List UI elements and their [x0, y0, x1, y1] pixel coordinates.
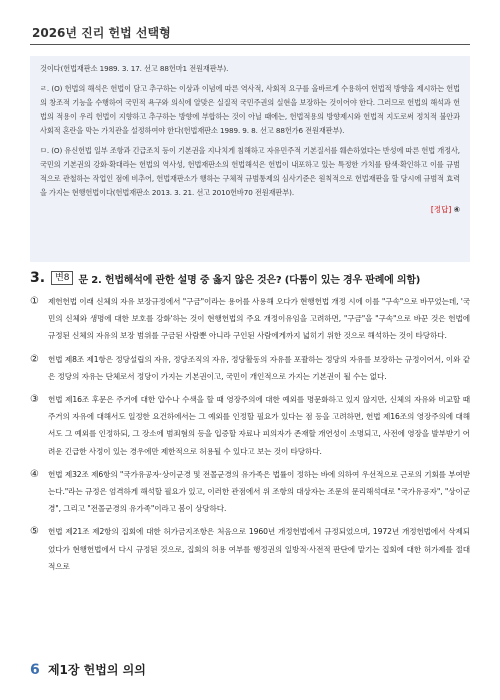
commentary-box [30, 56, 470, 262]
option-item [30, 293, 470, 345]
question-heading [30, 270, 470, 286]
option-text: 헌법 제32조 제6항의 "국가유공자·상이군경 및 전몰군경의 유가족은 법률이 정하는 바에 의하여 우선적으로 근로의 기회를 부여받는다."라는 규정은 엄격하게 해석할 필요가 있고, 이러한 관점에서 위 조항의 대상자는 조문의 문리해석대로 "국가유공자", "상이군경", 그리고 "전몰군경의 유가족"이라고 봄이 상당하다. [48, 469, 470, 514]
page-footer [30, 661, 146, 678]
option-number: ① [30, 296, 39, 307]
option-item [30, 523, 470, 575]
answer-value: ④ [453, 205, 460, 214]
option-item [30, 351, 470, 385]
option-text: 헌법 제21조 제2항의 집회에 대한 허가금지조항은 처음으로 1960년 개정헌법에서 규정되었으며, 1972년 개정헌법에서 삭제되었다가 현행헌법에서 다시 규정된 것으로, 집회의 허용 여부를 행정권의 일방적·사전적 판단에 맡기는 집회에 대한 허가제를 절대적으로 [48, 527, 470, 571]
answer-label: [정답] [430, 205, 452, 214]
answer-row [40, 204, 460, 215]
question-source-badge: 변8 [51, 271, 73, 285]
commentary-paragraph: ㅁ. (O) 유신헌법 일부 조항과 긴급조치 등이 기본권을 지나치게 침해하고 자유민주적 기본질서를 훼손하였다는 반성에 따른 헌법 개정사, 국민의 기본권의 강화·확대라는 헌법의 역사성, 헌법재판소의 헌법해석은 헌법이 내포하고 있는 특정한 가치를 탐색·확인하고 이를 규범적으로 관철하는 작업인 점에 비추어, 헌법재판소가 행하는 구체적 규범통제의 심사기준은 원칙적으로 헌법재판을 할 당시에 규범적 효력을 가지는 현행헌법이다(헌법재판소 2013. 3. 21. 선고 2010헌바70 전원재판부). [40, 146, 460, 197]
page-number: 6 [30, 662, 40, 678]
commentary-paragraph: ㄹ. (O) 헌법의 해석은 헌법이 담고 추구하는 이상과 이념에 따른 역사적, 사회적 요구를 올바르게 수용하여 헌법적 방향을 제시하는 헌법의 창조적 기능을 수행하여 국민적 욕구와 의식에 알맞은 실질적 국민주권의 실현을 보장하는 것이어야 한다. 그러므로 헌법의 해석과 헌법의 적용이 우리 헌법이 지향하고 추구하는 방향에 부합하는 것이 아닐 때에는, 헌법적용의 방향제시와 헌법적 지도로써 정치적 불안과 사회적 혼란을 막는 가치관을 설정하여야 한다(헌법재판소 1989. 9. 8. 선고 88헌가6 전원재판부). [40, 84, 460, 135]
option-number: ③ [30, 394, 39, 406]
option-item [30, 391, 470, 460]
option-number: ⑤ [30, 526, 39, 538]
question-number: 3. [30, 270, 46, 286]
option-item [30, 466, 470, 518]
option-text: 헌법 제16조 후문은 주거에 대한 압수나 수색을 할 때 영장주의에 대한 예외를 명문화하고 있지 않지만, 신체의 자유와 비교할 때 주거의 자유에 대해서도 일정한 요건하에서는 그 예외를 인정할 필요가 있다는 점 등을 고려하면, 헌법 제16조의 영장주의에 대해서도 그 예외를 인정하되, 그 장소에 범죄혐의 등을 입증할 자료나 피의자가 존재할 개연성이 소명되고, 사전에 영장을 발부받기 어려운 긴급한 사정이 있는 경우에만 제한적으로 허용될 수 있다고 보는 것이 타당하다. [48, 395, 470, 456]
commentary-paragraph: 것이다(헌법재판소 1989. 3. 17. 선고 88헌마1 전원재판부). [40, 64, 229, 73]
option-number: ④ [30, 468, 39, 480]
question-text: 문 2. 헌법해석에 관한 설명 중 옳지 않은 것은? (다툼이 있는 경우 판례에 의함) [78, 274, 421, 286]
option-number: ② [30, 353, 39, 365]
chapter-title: 제1장 헌법의 의의 [47, 663, 146, 677]
header-divider [30, 44, 470, 45]
answer-options [30, 293, 470, 581]
option-text: 헌법 제8조 제1항은 정당설립의 자유, 정당조직의 자유, 정당활동의 자유를 포괄하는 정당의 자유를 보장하는 규정이어서, 이와 같은 정당의 자유는 단체로서 정당이 가지는 기본권이고, 국민이 개인적으로 가지는 기본권이 될 수는 없다. [48, 354, 470, 381]
option-text: 제헌헌법 이래 신체의 자유 보장규정에서 "구금"이라는 용어를 사용해 오다가 현행헌법 개정 시에 이를 "구속"으로 바꾸었는데, '국민의 신체와 생명에 대한 보호를 강화'하는 것이 현행헌법의 주요 개정이유임을 고려하면, "구금"을 "구속"으로 바꾼 것은 헌법에 규정된 신체의 자유의 보장 범위를 구금된 사람뿐 아니라 구인된 사람에게까지 넓히기 위한 것으로 해석하는 것이 타당하다. [48, 297, 470, 341]
page-header-title: 2026년 진리 헌법 선택형 [32, 26, 171, 40]
